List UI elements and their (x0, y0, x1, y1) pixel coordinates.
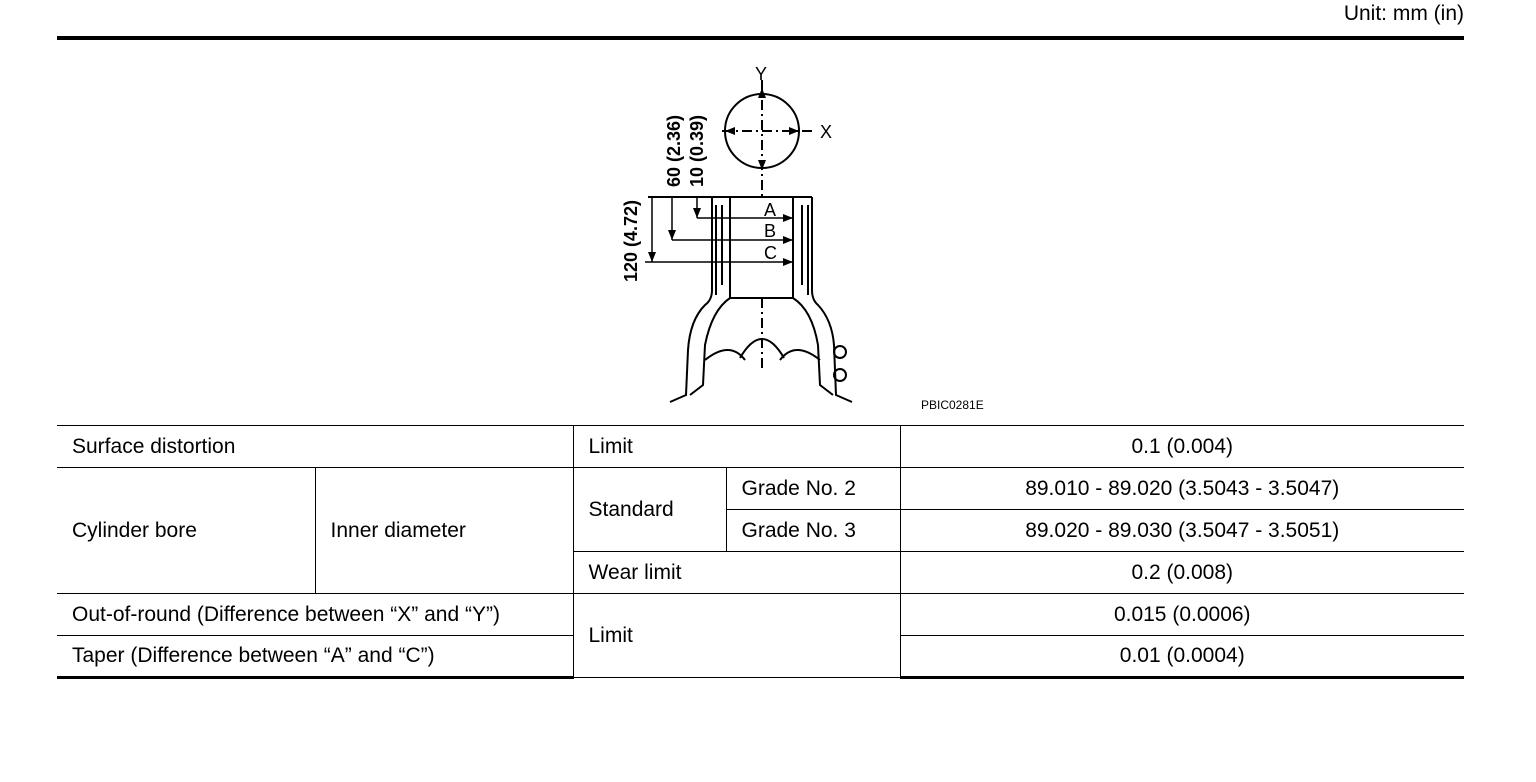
axis-x-label: X (820, 122, 833, 142)
dim-arrow-60 (668, 230, 676, 240)
out-of-round-value: 0.015 (0.0006) (900, 594, 1464, 636)
dim-arrow-10 (693, 208, 701, 218)
standard-label: Standard (573, 468, 726, 552)
surface-distortion-label: Surface distortion (57, 426, 573, 468)
wear-limit-label: Wear limit (573, 552, 900, 594)
dim-text-60: 60 (2.36) (664, 114, 684, 187)
cylinder-block-spec-table (57, 425, 1464, 679)
label-c: C (764, 243, 777, 263)
block-right-inner (802, 205, 808, 295)
dim-text-10: 10 (0.39) (687, 114, 707, 187)
taper-value: 0.01 (0.0004) (900, 636, 1464, 678)
top-rule (57, 36, 1464, 40)
table-row (57, 426, 1464, 468)
block-right-outline (812, 197, 852, 402)
label-a: A (764, 200, 777, 220)
grade-2-label: Grade No. 2 (726, 468, 900, 510)
y-arrow-up (758, 88, 766, 98)
out-of-round-taper-limit-label: Limit (573, 594, 900, 678)
surface-distortion-value: 0.1 (0.004) (900, 426, 1464, 468)
label-b: B (764, 221, 777, 241)
x-arrow-right (789, 127, 799, 135)
surface-limit-label: Limit (573, 426, 900, 468)
dim-arrow-120 (648, 252, 656, 262)
wear-limit-value: 0.2 (0.008) (900, 552, 1464, 594)
unit-label: Unit: mm (in) (1343, 2, 1464, 25)
arrow-c (783, 258, 793, 266)
axis-y-label: Y (755, 64, 768, 84)
arrow-b (783, 236, 793, 244)
cylinder-block-diagram (600, 58, 900, 408)
grade-3-value: 89.020 - 89.030 (3.5047 - 3.5051) (900, 510, 1464, 552)
block-left-skirt (690, 298, 730, 395)
out-of-round-label: Out-of-round (Difference between “X” and “Y”) (57, 594, 573, 636)
block-right-skirt (793, 298, 833, 395)
table-row (57, 468, 1464, 510)
inner-diameter-label: Inner diameter (315, 468, 573, 594)
table-row (57, 594, 1464, 636)
dim-text-120: 120 (4.72) (621, 199, 641, 282)
arrow-a (783, 214, 793, 222)
x-arrow-left (725, 127, 735, 135)
figure-code: PBIC0281E (921, 398, 984, 412)
block-left-outline (670, 197, 712, 402)
bolt-hole-upper (834, 346, 846, 358)
taper-label: Taper (Difference between “A” and “C”) (57, 636, 573, 678)
cylinder-bore-label: Cylinder bore (57, 468, 315, 594)
grade-3-label: Grade No. 3 (726, 510, 900, 552)
grade-2-value: 89.010 - 89.020 (3.5043 - 3.5047) (900, 468, 1464, 510)
